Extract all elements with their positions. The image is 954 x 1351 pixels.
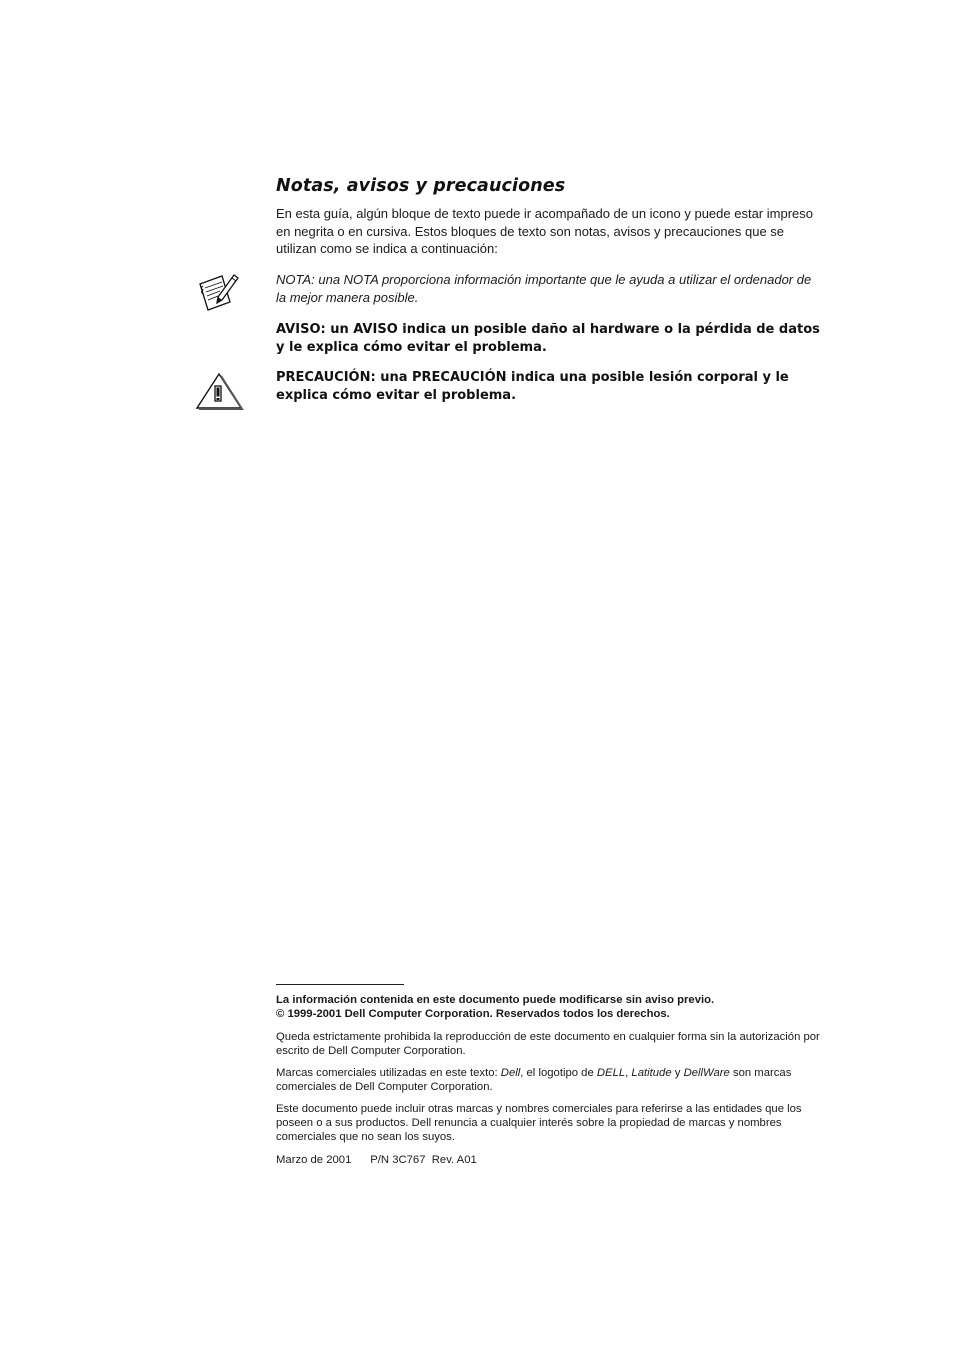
revision: Rev. A01 — [431, 1154, 477, 1166]
section-title: Notas, avisos y precauciones — [276, 176, 566, 196]
legal-change-notice: La información contenida en este documento puede modificarse sin aviso previo. — [276, 994, 715, 1006]
other-trademarks-notice: Este documento puede incluir otras marcas y nombres comerciales para referirse a las entidades que los poseen o a sus productos. Dell renuncia a cualquier interés sobre la propiedad de marcas y nombres comerciales que no sean los suyos. — [276, 1103, 802, 1143]
trademarks-prefix: Marcas comerciales utilizadas en este texto: — [276, 1067, 501, 1079]
trademark-dell: Dell — [500, 1067, 521, 1079]
footnote-divider — [276, 984, 404, 985]
trademarks-separator: , — [625, 1067, 632, 1079]
trademarks-logo-text: , el logotipo de — [520, 1067, 597, 1079]
caution-triangle-icon — [194, 371, 244, 411]
part-number: P/N 3C767 — [370, 1154, 426, 1166]
trademark-dellware: DellWare — [683, 1067, 730, 1079]
trademarks-suffix: son marcas comerciales de Dell Computer Corporation. — [276, 1067, 792, 1093]
note-pencil-icon — [196, 272, 242, 312]
intro-paragraph: En esta guía, algún bloque de texto puede ir acompañado de un icono y puede estar impreso en negrita o en cursiva. Estos bloques de texto son notas, avisos y precauciones que se utilizan como se indica a continuación: — [276, 206, 813, 256]
trademark-dell-logo: DELL — [596, 1067, 626, 1079]
reproduction-notice: Queda estrictamente prohibida la reproducción de este documento en cualquier forma sin la autorización por escrito de Dell Computer Corporation. — [276, 1031, 820, 1057]
legal-notice — [276, 993, 832, 1021]
trademarks-and: y — [671, 1067, 684, 1079]
copyright-line: © 1999-2001 Dell Computer Corporation. Reservados todos los derechos. — [276, 1008, 670, 1020]
publication-info — [276, 1153, 832, 1167]
note-text: NOTA: una NOTA proporciona información importante que le ayuda a utilizar el ordenador de la mejor manera posible. — [276, 272, 812, 305]
trademarks-notice — [276, 1066, 832, 1094]
caution-text: PRECAUCIÓN: una PRECAUCIÓN indica una posible lesión corporal y le explica cómo evitar el problema. — [276, 370, 789, 403]
publication-date: Marzo de 2001 — [276, 1154, 352, 1166]
notice-text: AVISO: un AVISO indica un posible daño al hardware o la pérdida de datos y le explica cómo evitar el problema. — [276, 322, 820, 355]
trademark-latitude: Latitude — [631, 1067, 672, 1079]
